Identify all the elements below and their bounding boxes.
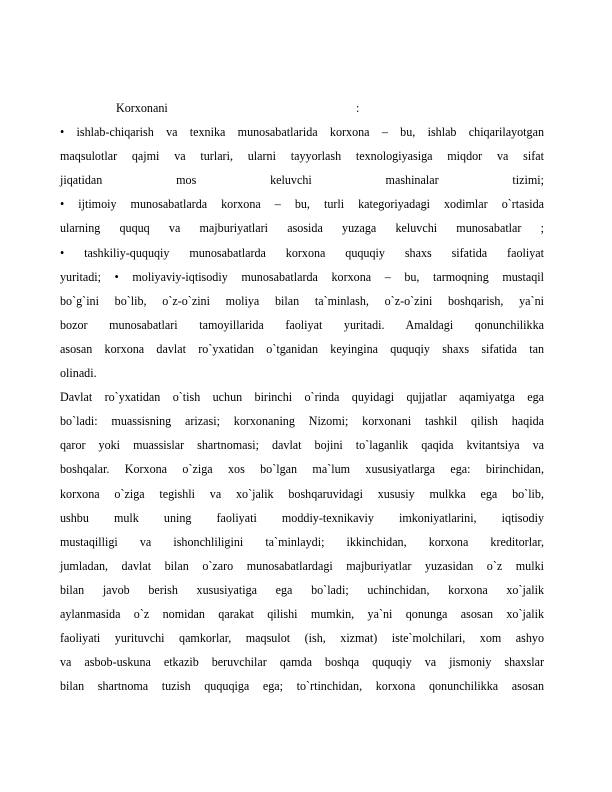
text-line: jiqatidan mos keluvchi mashinalar tizimi; [60, 173, 544, 188]
heading-colon: : [356, 101, 360, 115]
text-line: qaror yoki muassislar shartnomasi; davlat bojini to`laganlik qaqida kvitantsiya va [60, 438, 544, 453]
text-line: bo`ladi: muassisning arizasi; korxonaning Nizomi; korxonani tashkil qilish haqida [60, 414, 544, 429]
text-line: • tashkiliy-ququqiy munosabatlarda korxona ququqiy shaxs sifatida faoliyat [60, 245, 544, 260]
text-line: aylanmasida o`z nomidan qarakat qilishi mumkin, ya`ni qonunga asosan xo`jalik [60, 606, 544, 621]
text-line: boshqalar. Korxona o`ziga xos bo`lgan ma`lum xususiyatlarga ega: birinchidan, [60, 462, 544, 477]
text-line: bo`g`ini bo`lib, o`z-o`zini moliya bilan ta`minlash, o`z-o`zini boshqarish, ya`ni [60, 293, 544, 308]
section-heading: Korxonani [116, 101, 168, 115]
text-line: maqsulotlar qajmi va turlari, ularni tayyorlash texnologiyasiga miqdor va sifat [60, 149, 544, 164]
text-line: faoliyati yurituvchi qamkorlar, maqsulot (ish, xizmat) iste`molchilari, xom ashyo [60, 631, 544, 646]
text-line: ushbu mulk uning faoliyati moddiy-texnikaviy imkoniyatlarini, iqtisodiy [60, 510, 544, 525]
text-line: bozor munosabatlari tamoyillarida faoliyat yuritadi. Amaldagi qonunchilikka [60, 317, 544, 332]
text-line: ularning ququq va majburiyatlari asosida yuzaga keluvchi munosabatlar ; [60, 221, 544, 236]
section-heading-line [60, 96, 544, 120]
text-line: jumladan, davlat bilan o`zaro munosabatlardagi majburiyatlar yuzasidan o`z mulki [60, 558, 544, 573]
text-line: • ishlab-chiqarish va texnika munosabatlarida korxona – bu, ishlab chiqarilayotgan [60, 125, 544, 140]
text-line: bilan javob berish xususiyatiga ega bo`ladi; uchinchidan, korxona xo`jalik [60, 582, 544, 597]
text-line: asosan korxona davlat ro`yxatidan o`tganidan keyingina ququqiy shaxs sifatida tan [60, 341, 544, 356]
document-page [60, 96, 544, 698]
text-line: bilan shartnoma tuzish ququqiga ega; to`rtinchidan, korxona qonunchilikka asosan [60, 679, 544, 694]
text-line: olinadi. [60, 366, 97, 381]
text-line: va asbob-uskuna etkazib beruvchilar qamda boshqa ququqiy va jismoniy shaxslar [60, 655, 544, 670]
text-line: • ijtimoiy munosabatlarda korxona – bu, turli kategoriyadagi xodimlar o`rtasida [60, 197, 544, 212]
text-line: yuritadi; • moliyaviy-iqtisodiy munosabatlarda korxona – bu, tarmoqning mustaqil [60, 269, 544, 284]
text-line: Davlat ro`yxatidan o`tish uchun birinchi o`rinda quyidagi qujjatlar aqamiyatga ega [60, 390, 544, 405]
text-line: korxona o`ziga tegishli va xo`jalik boshqaruvidagi xususiy mulkka ega bo`lib, [60, 486, 544, 501]
text-line: mustaqilligi va ishonchliligini ta`minlaydi; ikkinchidan, korxona kreditorlar, [60, 534, 544, 549]
